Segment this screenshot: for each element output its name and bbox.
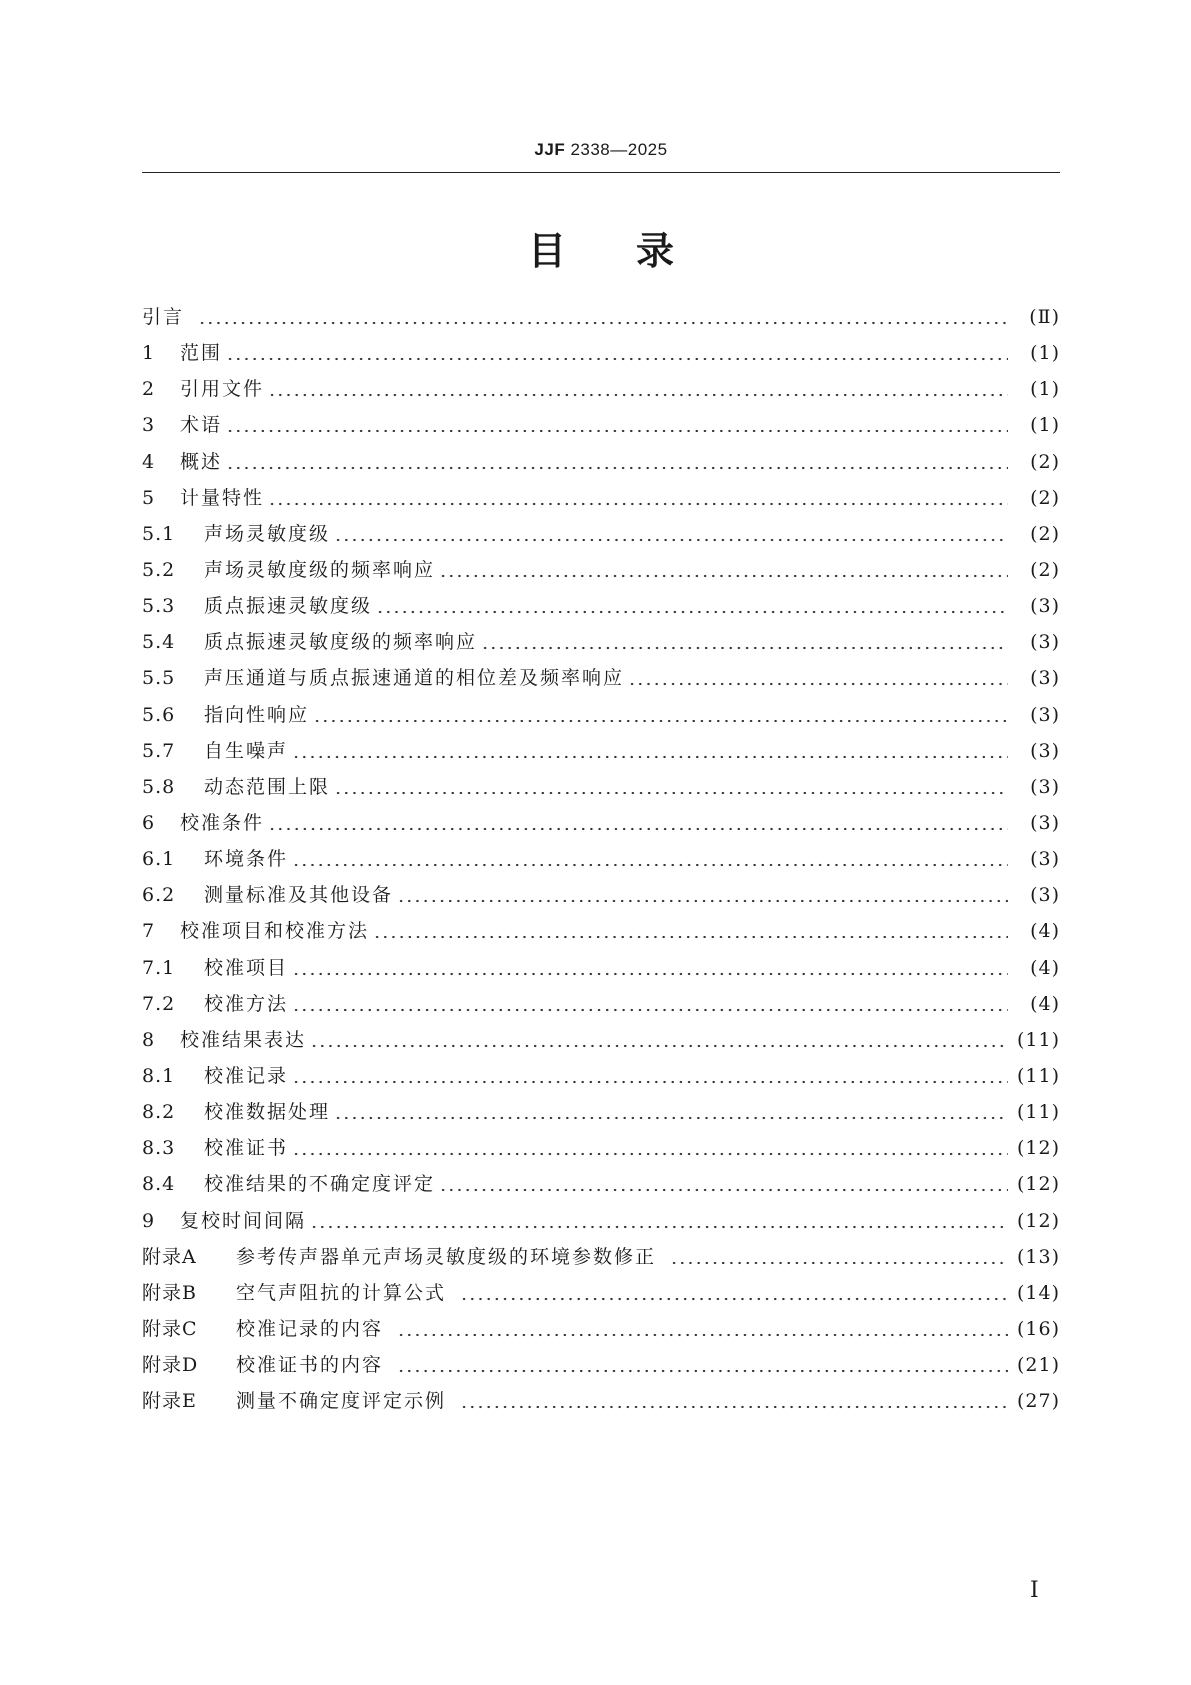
toc-dot-leader: [292, 1152, 1008, 1156]
toc-entry-label: 声压通道与质点振速通道的相位差及频率响应: [204, 667, 625, 690]
toc-entry-label: 环境条件: [204, 848, 289, 871]
toc-entry-page: (3): [1030, 739, 1060, 762]
toc-entry-page: (11): [1016, 1028, 1060, 1051]
toc-entry[interactable]: [142, 1169, 1060, 1205]
toc-dot-leader: [313, 719, 1008, 723]
toc-entry-label: 声场灵敏度级的频率响应: [204, 558, 436, 581]
toc-entry-label: 校准方法: [204, 992, 289, 1015]
toc-entry-label: 引言: [142, 306, 185, 328]
toc-entry-label: 范围: [180, 342, 223, 365]
toc-entry-number: 6: [142, 811, 156, 834]
toc-entry-label: 空气声阻抗的计算公式: [236, 1281, 447, 1304]
toc-entry-page: (2): [1030, 522, 1060, 545]
toc-dot-leader: [310, 1044, 1008, 1048]
toc-entry-page: (4): [1030, 992, 1060, 1015]
toc-entry[interactable]: [142, 627, 1060, 663]
toc-entry-number: 5.7: [142, 739, 176, 762]
toc-entry-page: (3): [1030, 703, 1060, 726]
toc-entry-page: (3): [1030, 631, 1060, 654]
toc-dot-leader: [373, 935, 1008, 939]
toc-entry-label: 术语: [180, 414, 223, 437]
toc-entry-number: 1: [142, 342, 156, 365]
toc-entry-page: (Ⅱ): [1029, 306, 1060, 328]
toc-entry-page: (3): [1030, 884, 1060, 907]
toc-entry-page: (14): [1016, 1281, 1060, 1304]
toc-entry-number: 2: [142, 378, 156, 401]
toc-dot-leader: [460, 1405, 1008, 1409]
toc-entry[interactable]: [142, 916, 1060, 952]
toc-entry-number: 8.1: [142, 1064, 176, 1087]
toc-entry-page: (3): [1030, 775, 1060, 798]
toc-entry[interactable]: [142, 1350, 1060, 1386]
toc-entry-number: 附录D: [142, 1354, 199, 1377]
toc-dot-leader: [439, 1188, 1008, 1192]
toc-dot-leader: [226, 429, 1008, 433]
toc-entry-label: 校准证书: [204, 1137, 289, 1160]
toc-entry-label: 校准数据处理: [204, 1101, 331, 1124]
toc-dot-leader: [397, 1333, 1008, 1337]
toc-dot-leader: [268, 393, 1008, 397]
toc-entry-label: 校准条件: [180, 811, 265, 834]
toc-entry-page: (2): [1030, 450, 1060, 473]
toc-entry[interactable]: [142, 1061, 1060, 1097]
toc-entry-number: 附录E: [142, 1390, 197, 1413]
toc-entry-label: 自生噪声: [204, 739, 289, 762]
toc-entry-page: (12): [1016, 1209, 1060, 1232]
toc-entry-number: 附录C: [142, 1317, 198, 1340]
toc-dot-leader: [268, 827, 1008, 831]
toc-entry[interactable]: [142, 808, 1060, 844]
toc-entry-number: 5.5: [142, 667, 176, 690]
toc-entry[interactable]: [142, 663, 1060, 699]
toc-entry-label: 质点振速灵敏度级: [204, 595, 373, 618]
toc-dot-leader: [226, 357, 1008, 361]
toc-entry[interactable]: [142, 989, 1060, 1025]
header-code: 2338—2025: [570, 140, 668, 159]
toc-entry-label: 动态范围上限: [204, 775, 331, 798]
toc-entry-number: 7: [142, 920, 156, 943]
toc-entry-number: 6.2: [142, 884, 176, 907]
toc-entry-number: 附录B: [142, 1281, 197, 1304]
toc-entry[interactable]: [142, 1097, 1060, 1133]
toc-entry[interactable]: [142, 519, 1060, 555]
toc-entry[interactable]: [142, 591, 1060, 627]
toc-dot-leader: [292, 972, 1008, 976]
toc-entry-label: 校准记录的内容: [236, 1317, 384, 1340]
toc-entry-label: 校准结果的不确定度评定: [204, 1173, 436, 1196]
toc-entry-page: (2): [1030, 558, 1060, 581]
toc-entry[interactable]: [142, 844, 1060, 880]
toc-entry[interactable]: [142, 374, 1060, 410]
toc-entry-page: (3): [1030, 667, 1060, 690]
toc-entry-page: (2): [1030, 486, 1060, 509]
toc-entry-number: 7.1: [142, 956, 176, 979]
toc-entry-page: (3): [1030, 848, 1060, 871]
toc-entry-label: 校准项目: [204, 956, 289, 979]
toc-entry-label: 校准项目和校准方法: [180, 920, 370, 943]
toc-dot-leader: [628, 682, 1008, 686]
toc-entry[interactable]: [142, 736, 1060, 772]
document-header: [142, 140, 1060, 160]
toc-entry-number: 4: [142, 450, 156, 473]
toc-entry-page: (1): [1030, 414, 1060, 437]
toc-entry[interactable]: [142, 483, 1060, 519]
toc-entry-label: 引用文件: [180, 378, 265, 401]
toc-entry-number: 5.4: [142, 631, 176, 654]
toc-entry-page: (11): [1016, 1064, 1060, 1087]
toc-entry-page: (12): [1016, 1137, 1060, 1160]
toc-entry-label: 校准记录: [204, 1064, 289, 1087]
toc-entry[interactable]: [142, 410, 1060, 446]
toc-entry-number: 5.3: [142, 595, 176, 618]
toc-entry-label: 校准结果表达: [180, 1028, 307, 1051]
toc-dot-leader: [460, 1297, 1008, 1301]
toc-dot-leader: [198, 321, 1008, 325]
toc-entry[interactable]: [142, 555, 1060, 591]
toc-entry-number: 8.3: [142, 1137, 176, 1160]
toc-entry[interactable]: [142, 1025, 1060, 1061]
toc-entry-page: (4): [1030, 920, 1060, 943]
toc-entry-number: 5.2: [142, 558, 176, 581]
toc-entry-label: 测量标准及其他设备: [204, 884, 394, 907]
toc-entry-label: 测量不确定度评定示例: [236, 1390, 447, 1413]
toc-dot-leader: [397, 899, 1008, 903]
toc-entry[interactable]: [142, 1386, 1060, 1422]
header-divider: [142, 172, 1060, 173]
toc-entry-page: (21): [1016, 1354, 1060, 1377]
toc-entry-number: 5.8: [142, 775, 176, 798]
toc-dot-leader: [292, 1008, 1008, 1012]
toc-entry[interactable]: [142, 772, 1060, 808]
toc-dot-leader: [292, 1080, 1008, 1084]
toc-entry-number: 6.1: [142, 848, 176, 871]
toc-entry-label: 计量特性: [180, 486, 265, 509]
page-number: I: [1030, 1578, 1039, 1603]
toc-dot-leader: [226, 466, 1008, 470]
toc-entry[interactable]: [142, 1278, 1060, 1314]
toc-entry-page: (3): [1030, 811, 1060, 834]
toc-dot-leader: [670, 1261, 1008, 1265]
toc-entry-label: 概述: [180, 450, 223, 473]
toc-entry-number: 3: [142, 414, 156, 437]
header-prefix: JJF: [534, 140, 566, 159]
toc-entry[interactable]: [142, 880, 1060, 916]
toc-entry[interactable]: [142, 447, 1060, 483]
toc-entry-page: (4): [1030, 956, 1060, 979]
toc-dot-leader: [310, 1225, 1008, 1229]
toc-entry-number: 5.1: [142, 522, 176, 545]
page-title: 目录: [527, 229, 744, 273]
toc-entry[interactable]: [142, 1314, 1060, 1350]
toc-entry[interactable]: [142, 1133, 1060, 1169]
toc-entry-number: 9: [142, 1209, 156, 1232]
toc-dot-leader: [292, 863, 1008, 867]
toc-entry[interactable]: [142, 338, 1060, 374]
toc-entry[interactable]: [142, 302, 1060, 338]
toc-entry-number: 5.6: [142, 703, 176, 726]
toc-entry[interactable]: [142, 1242, 1060, 1278]
toc-dot-leader: [334, 791, 1008, 795]
toc-entry-page: (1): [1030, 378, 1060, 401]
toc-entry-number: 7.2: [142, 992, 176, 1015]
toc-entry-page: (16): [1016, 1317, 1060, 1340]
toc-dot-leader: [481, 646, 1008, 650]
toc-entry[interactable]: [142, 1206, 1060, 1242]
table-of-contents: [142, 302, 1060, 1422]
toc-entry-number: 5: [142, 486, 156, 509]
toc-dot-leader: [334, 538, 1008, 542]
toc-dot-leader: [439, 574, 1008, 578]
toc-entry-page: (1): [1030, 342, 1060, 365]
toc-entry-page: (27): [1016, 1390, 1060, 1413]
toc-entry-label: 声场灵敏度级: [204, 522, 331, 545]
toc-entry-label: 校准证书的内容: [236, 1354, 384, 1377]
toc-entry-page: (12): [1016, 1173, 1060, 1196]
toc-entry-label: 复校时间间隔: [180, 1209, 307, 1232]
toc-entry-label: 指向性响应: [204, 703, 310, 726]
toc-dot-leader: [268, 502, 1008, 506]
toc-entry-number: 8: [142, 1028, 156, 1051]
toc-dot-leader: [292, 755, 1008, 759]
toc-entry[interactable]: [142, 953, 1060, 989]
toc-dot-leader: [397, 1369, 1008, 1373]
toc-entry-label: 质点振速灵敏度级的频率响应: [204, 631, 478, 654]
toc-dot-leader: [376, 610, 1008, 614]
toc-entry-label: 参考传声器单元声场灵敏度级的环境参数修正: [236, 1245, 657, 1268]
toc-entry-number: 附录A: [142, 1245, 197, 1268]
toc-entry-page: (11): [1016, 1101, 1060, 1124]
toc-entry-number: 8.4: [142, 1173, 176, 1196]
toc-dot-leader: [334, 1116, 1008, 1120]
toc-entry-number: 8.2: [142, 1101, 176, 1124]
toc-entry-page: (3): [1030, 595, 1060, 618]
toc-entry[interactable]: [142, 700, 1060, 736]
toc-entry-page: (13): [1016, 1245, 1060, 1268]
